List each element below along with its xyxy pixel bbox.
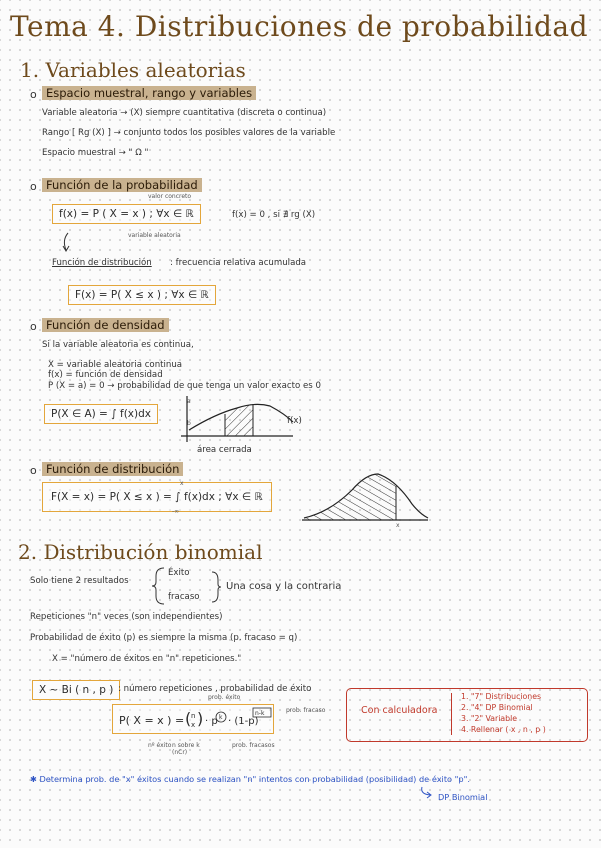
side-note: f(x) = 0 , si ∄ rg (X)	[232, 210, 316, 220]
brace-text: Una cosa y la contraria	[226, 581, 342, 592]
section-heading-binomial: 2. Distribución binomial	[18, 540, 263, 564]
axis-x-label: x	[396, 522, 400, 529]
subheading-funcion-prob: Función de la probabilidad	[42, 178, 202, 192]
binomial-note: : número repeticiones , probabilidad de éxito	[118, 684, 312, 694]
svg-text:· (1-p): · (1-p)	[228, 716, 259, 727]
label-combo: n sobre k (nCr)	[172, 742, 200, 756]
brace-right-icon	[210, 570, 222, 604]
arrow-icon	[60, 232, 72, 254]
fracaso-label: fracaso	[168, 592, 200, 602]
axis-label-a: a	[187, 398, 191, 405]
text-line: f(x) = función de densidad	[48, 370, 163, 380]
text-line: Solo tiene 2 resultados	[30, 576, 129, 586]
integral-bottom: -∞	[172, 508, 180, 515]
label-prob-exito: prob. éxito	[208, 694, 241, 701]
label-prob-fracasos: prob. fracasos	[232, 742, 275, 749]
integral-top: x	[180, 480, 184, 487]
bullet-dot: o	[30, 464, 37, 477]
svg-text:x: x	[191, 721, 196, 729]
svg-text:n-k: n-k	[255, 710, 265, 717]
binomial-formula-box	[112, 704, 274, 734]
formula-box: P(X ∈ A) = ∫ f(x)dx	[44, 404, 158, 424]
footer-sub: DP Binomial	[438, 792, 488, 802]
exito-label: Éxito	[168, 568, 190, 578]
area-label: área cerrada	[197, 445, 252, 455]
text-line: P (X = a) = 0 → probabilidad de que tenga un valor exacto es 0	[48, 381, 321, 391]
section-heading-variables: 1. Variables aleatorias	[20, 58, 246, 82]
svg-text:· p: · p	[205, 716, 218, 727]
formula-box-wide: F(X = x) = P( X ≤ x ) = ∫ f(x)dx ; ∀x ∈ ℝ	[42, 482, 272, 512]
calc-step: 1. "7" Distribuciones	[461, 692, 542, 701]
axis-label-b: b	[187, 420, 191, 427]
page-title: Tema 4. Distribuciones de probabilidad	[10, 10, 589, 43]
brace-calc-icon	[451, 693, 458, 735]
text-line: Rango [ Rg (X) ] → conjunto todos los posibles valores de la variable	[42, 128, 336, 138]
arrow-icon	[418, 786, 436, 800]
svg-text:P( X = x ) =: P( X = x ) =	[119, 714, 185, 727]
calc-step: 2. "4" DP Binomial	[461, 703, 533, 712]
fx-label: f(x)	[287, 416, 302, 426]
annotation: variable aleatoria	[128, 232, 181, 239]
svg-text:): )	[197, 709, 204, 728]
text-line: Espacio muestral → " Ω "	[42, 148, 149, 158]
binomial-formula	[113, 705, 273, 733]
text-line: Repeticiones "n" veces (son independientes)	[30, 612, 223, 622]
bullet-dot: o	[30, 88, 37, 101]
bullet-dot: o	[30, 320, 37, 333]
svg-text:k: k	[219, 714, 223, 721]
footer-note: ✱ Determina prob. de "x" éxitos cuando se realizan "n" intentos con probabilidad (posibilidad) de éxito "p".	[30, 774, 470, 784]
label-n-exito: nº éxito	[148, 742, 172, 749]
formula-box: F(x) = P( X ≤ x ) ; ∀x ∈ ℝ	[68, 285, 216, 305]
cumulative-graph	[300, 466, 430, 530]
dist-label: Función de distribución	[52, 258, 152, 268]
calculator-label: Con calculadora	[361, 705, 438, 716]
calc-step: 4. Rellenar ( x , n , p )	[461, 725, 546, 734]
text-line: X = "número de éxitos en "n" repeticiones."	[52, 654, 242, 664]
subheading-espacio: Espacio muestral, rango y variables	[42, 86, 256, 100]
formula-box: f(x) = P ( X = x ) ; ∀x ∈ ℝ	[52, 204, 201, 224]
brace-icon	[150, 566, 166, 606]
binomial-notation-box: X ~ Bi ( n , p )	[32, 680, 120, 700]
dist-text: : frecuencia relativa acumulada	[170, 258, 307, 268]
svg-text:(: (	[185, 709, 192, 728]
calc-step: 3. "2" Variable	[461, 714, 518, 723]
label-prob-fracaso: prob. fracaso	[286, 707, 326, 714]
annotation: valor concreto	[148, 193, 192, 200]
subheading-distribucion: Función de distribución	[42, 462, 183, 476]
text-line: Si la variable aleatoria es continua,	[42, 340, 194, 350]
subheading-densidad: Función de densidad	[42, 318, 169, 332]
bullet-dot: o	[30, 180, 37, 193]
svg-text:n: n	[191, 712, 196, 720]
text-line: Probabilidad de éxito (p) es siempre la misma (p. fracaso = q)	[30, 633, 298, 643]
text-line: X = variable aleatoria continua	[48, 360, 183, 370]
text-line: Variable aleatoria → (X) siempre cuantitativa (discreta o continua)	[42, 108, 327, 118]
calculator-box	[346, 688, 588, 742]
